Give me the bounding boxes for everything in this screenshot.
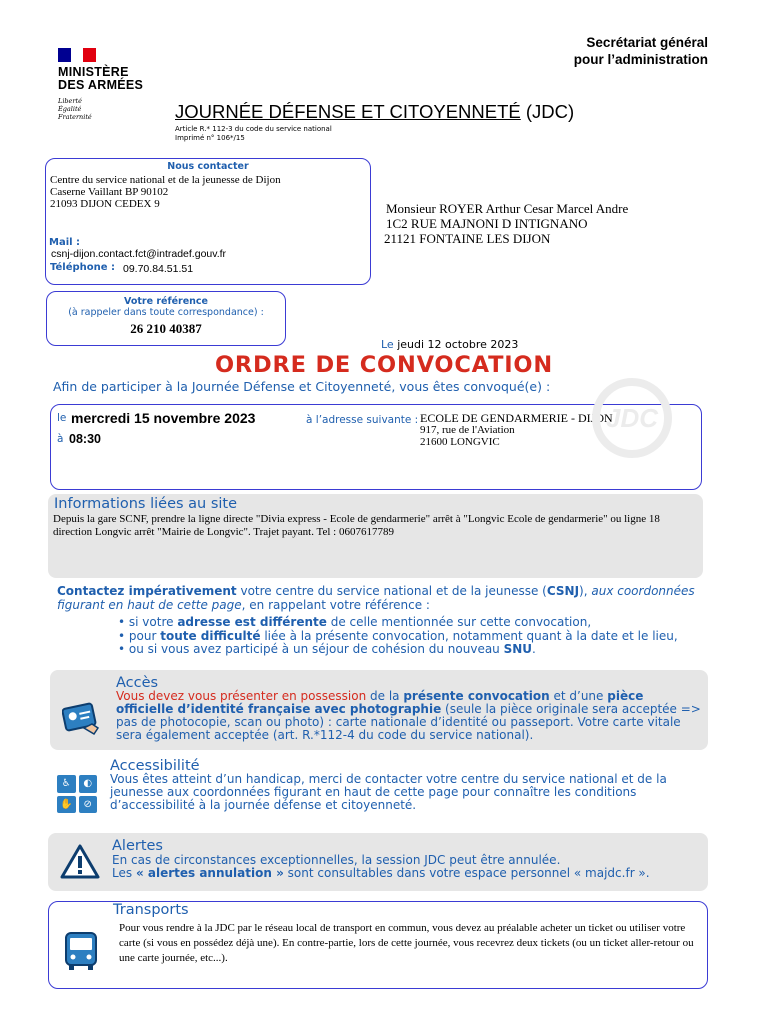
access-title: Accès: [116, 675, 159, 691]
bus-icon: [62, 930, 100, 972]
contact-title: Nous contacter: [167, 161, 249, 172]
hearing-icon: ◐: [79, 775, 98, 793]
reference-subtitle: (à rappeler dans toute correspondance) :: [68, 307, 264, 318]
alerts-text: En cas de circonstances exceptionnelles, la session JDC peut être annulée. Les « alertes annulation » sont consultables dans votre espace personnel « majdc.fr ».: [112, 853, 650, 880]
list-item: • pour toute difficulté liée à la présente convocation, notamment quant à la date et le lieu,: [118, 628, 678, 643]
transports-title: Transports: [113, 902, 189, 918]
phone-number: 09.70.84.51.51: [123, 263, 194, 275]
appointment-date: mercredi 15 novembre 2023: [71, 410, 256, 426]
contact-reasons-list: [118, 616, 678, 657]
time-label: à: [57, 433, 64, 445]
republique-francaise-flag-icon: [58, 48, 96, 62]
document-title: JOURNÉE DÉFENSE ET CITOYENNETÉ (JDC): [175, 101, 575, 122]
document-date: Le jeudi 12 octobre 2023: [381, 338, 519, 351]
accessibility-text: Vous êtes atteint d’un handicap, merci de contacter votre centre du service national et de la jeunesse aux coordonnées figurant en haut de cette page pour connaître les conditions d’accessibilité à la journée défense et citoyenneté.: [110, 772, 667, 812]
access-text: Vous devez vous présenter en possession de la présente convocation et d’une pièce officielle d’identité française avec photographie (seule la pièce originale sera acceptée => pas de photocopie, scan ou photo) : carte nationale d’identité ou passeport. Votre carte vitale sera également acceptée (art. R.*112-4 du code du service national).: [116, 689, 701, 742]
recipient-street: 1C2 RUE MAJNONI D INTIGNANO: [386, 216, 588, 231]
site-info-title: Informations liées au site: [54, 496, 238, 512]
recipient-name: Monsieur ROYER Arthur Cesar Marcel Andre: [386, 201, 629, 216]
list-item: • ou si vous avez participé à un séjour de cohésion du nouveau SNU.: [118, 642, 536, 656]
mail-label: Mail :: [49, 237, 81, 248]
contact-instructions: Contactez impérativement votre centre du service national et de la jeunesse (CSNJ), aux coordonnées figurant en haut de cette page, en rappelant votre référence :: [57, 584, 695, 612]
accessibility-title: Accessibilité: [110, 758, 200, 774]
warning-icon: [60, 844, 100, 880]
convocation-intro: Afin de participer à la Journée Défense et Citoyenneté, vous êtes convoqué(e) :: [53, 379, 551, 394]
sign-language-icon: ✋: [57, 796, 76, 814]
mail-address[interactable]: csnj-dijon.contact.fct@intradef.gouv.fr: [51, 248, 227, 260]
site-address-label: à l’adresse suivante :: [306, 414, 419, 426]
reference-number: 26 210 40387: [130, 321, 202, 336]
date-label: le: [57, 412, 67, 424]
deaf-icon: ⊘: [79, 796, 98, 814]
alerts-title: Alertes: [112, 838, 163, 854]
id-card-icon: [62, 698, 100, 736]
document-date-value: jeudi 12 octobre 2023: [397, 338, 519, 351]
transports-text: Pour vous rendre à la JDC par le réseau local de transport en commun, vous devez au préalable acheter un ticket ou utiliser votre carte (si vous en possédez déjà une). En contre-partie, lors de cette journée, vous recevrez deux tickets (ou un ticket aller-retour ou une carte journée, etc...).: [119, 922, 694, 964]
secretariat-general: Secrétariat général pour l’administration: [573, 35, 708, 67]
appointment-time: 08:30: [69, 432, 101, 446]
list-item: • si votre adresse est différente de celle mentionnée sur cette convocation,: [118, 615, 592, 629]
jdc-watermark-logo: JDC: [592, 378, 672, 458]
accessibility-icon: [57, 775, 97, 813]
convocation-title: ORDRE DE CONVOCATION: [214, 352, 553, 378]
wheelchair-icon: ♿: [57, 775, 76, 793]
republic-motto: Liberté Égalité Fraternité: [58, 97, 92, 121]
article-reference: Article R.* 112-3 du code du service national Imprimé n° 106*/15: [175, 125, 332, 142]
phone-label: Téléphone :: [50, 262, 116, 273]
site-info-text: Depuis la gare SCNF, prendre la ligne directe "Divia express - Ecole de gendarmerie" arrêt à "Longvic Ecole de gendarmerie" ou ligne 18 direction Longvic arrêt "Mairie de Longvic". Trajet payant. Tel : 0607617789: [53, 513, 660, 538]
recipient-city: 21121 FONTAINE LES DIJON: [384, 231, 551, 246]
site-address: ECOLE DE GENDARMERIE - DIJON 917, rue de l'Aviation 21600 LONGVIC: [420, 411, 613, 448]
ministry-name: MINISTÈRE DES ARMÉES: [58, 65, 144, 92]
reference-title: Votre référence: [123, 296, 208, 307]
contact-box: [45, 158, 371, 285]
reference-box: [46, 291, 286, 346]
recipient-address: [386, 201, 628, 246]
csnj-address: Centre du service national et de la jeunesse de Dijon Caserne Vaillant BP 90102 21093 DIJON CEDEX 9: [50, 174, 281, 210]
